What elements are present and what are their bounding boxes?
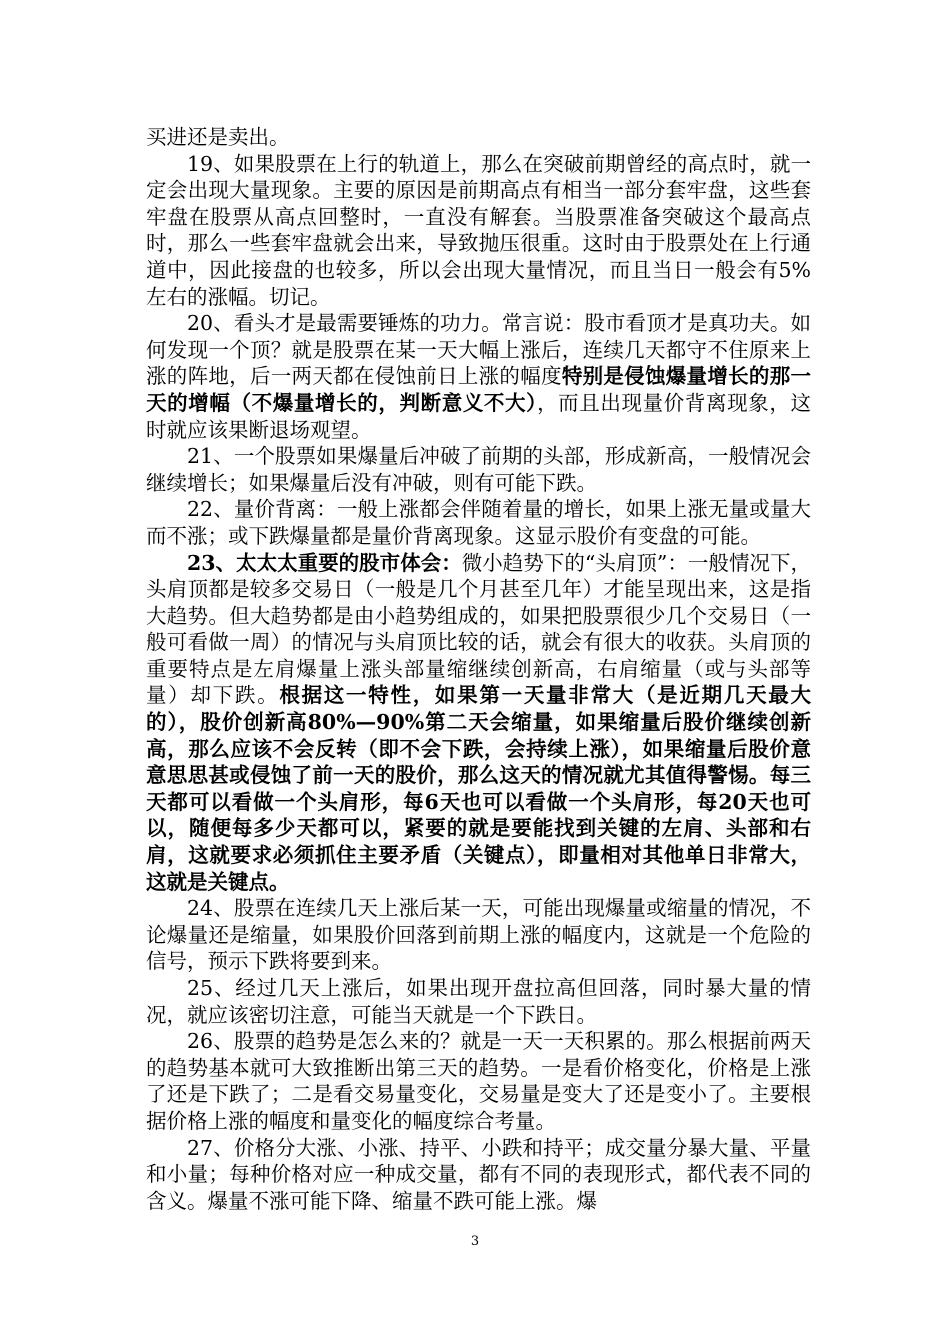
page-number: 3	[470, 1234, 480, 1249]
paragraph-20	[146, 310, 811, 443]
paragraph-23-text: 微小趋势下的“头肩顶”：一般情况下，头肩顶都是较多交易日（一般是几个月甚至几年）才能呈现出来，这是指大趋势。但大趋势都是由小趋势组成的，如果把股票很少几个交易日（一般可看做一周）的情况与头肩顶比较的话，就会有很大的收获。头肩顶的重要特点是左肩爆量上涨头部量缩继续创新高，右肩缩量（或与头部等量）却下跌。	[146, 550, 811, 708]
paragraph-20-text: 20、看头才是最需要锤炼的功力。常言说：股市看顶才是真功夫。如何发现一个顶？就是股票在某一天大幅上涨后，连续几天都守不住原来上涨的阵地，后一两天都在侵蚀前日上涨的幅度	[146, 311, 811, 389]
paragraph-23	[146, 550, 811, 896]
paragraph-25: 25、经过几天上涨后，如果出现开盘拉高但回落，同时暴大量的情况，就应该密切注意，可能当天就是一个下跌日。	[146, 976, 811, 1027]
document-body	[146, 124, 811, 1214]
paragraph-24: 24、股票在连续几天上涨后某一天，可能出现爆量或缩量的情况，不论爆量还是缩量，如果股价回落到前期上涨的幅度内，这就是一个危险的信号，预示下跌将要到来。	[146, 896, 811, 974]
paragraph-19: 19、如果股票在上行的轨道上，那么在突破前期曾经的高点时，就一定会出现大量现象。主要的原因是前期高点有相当一部分套牢盘，这些套牢盘在股票从高点回整时，一直没有解套。当股票准备突破这个最高点时，那么一些套牢盘就会出来，导致抛压很重。这时由于股票处在上行通道中，因此接盘的也较多，所以会出现大量情况，而且当日一般会有5%左右的涨幅。切记。	[146, 151, 811, 309]
paragraph-20-tail: ，而且出现量价背离现象，这时就应该果断退场观望。	[146, 390, 812, 442]
paragraph-21: 21、一个股票如果爆量后冲破了前期的头部，形成新高，一般情况会继续增长；如果爆量后没有冲破，则有可能下跌。	[146, 444, 811, 495]
paragraph-27: 27、价格分大涨、小涨、持平、小跌和持平；成交量分暴大量、平量和小量；每种价格对应一种成交量，都有不同的表现形式，都代表不同的含义。爆量不涨可能下降、缩量不跌可能上涨。爆	[146, 1135, 811, 1213]
paragraph-22: 22、量价背离：一般上涨都会伴随着量的增长，如果上涨无量或量大而不涨；或下跌爆量都是量价背离现象。这显示股价有变盘的可能。	[146, 497, 811, 548]
paragraph-20-bold: 特别是侵蚀爆量增长的那一天的增幅（不爆量增长的，判断意义不大）	[146, 364, 812, 415]
paragraph-23-heading: 23、太太太重要的股市体会：	[187, 550, 462, 575]
paragraph-26: 26、股票的趋势是怎么来的？就是一天一天积累的。那么根据前两天的趋势基本就可大致推断出第三天的趋势。一是看价格变化，价格是上涨了还是下跌了；二是看交易量变化，交易量是变大了还是变小了。主要根据价格上涨的幅度和量变化的幅度综合考量。	[146, 1029, 811, 1133]
paragraph-18-tail: 买进还是卖出。	[146, 125, 290, 149]
paragraph-23-bold: 根据这一特性，如果第一天量非常大（是近期几天最大的），股价创新高80%—90%第二天会缩量，如果缩量后股价继续创新高，那么应该不会反转（即不会下跌，会持续上涨），如果缩量后股价意意思思甚或侵蚀了前一天的股价，那么这天的情况就尤其值得警惕。每三天都可以看做一个头肩形，每6天也可以看做一个头肩形，每20天也可以，随便每多少天都可以，紧要的就是要能找到关键的左肩、头部和右肩，这就要求必须抓住主要矛盾（关键点），即量相对其他单日非常大，这就是关键点。	[146, 683, 812, 894]
